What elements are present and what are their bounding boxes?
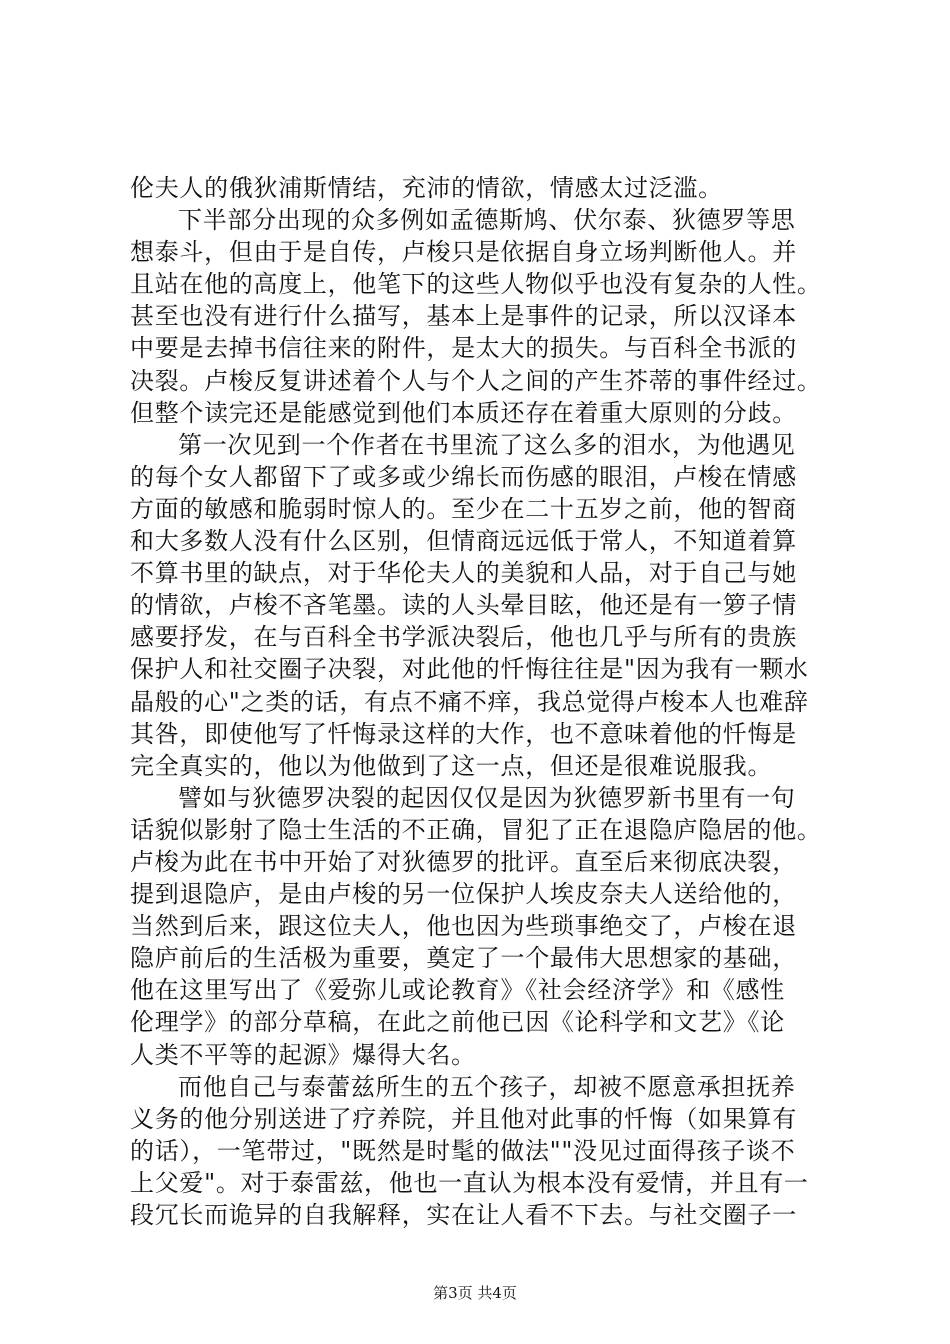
paragraph: [130, 1071, 830, 1231]
text-line: 其咎，即使他写了忏悔录这样的大作，也不意味着他的忏悔是: [130, 719, 797, 748]
text-line: 隐庐前后的生活极为重要，奠定了一个最伟大思想家的基础，: [130, 944, 797, 973]
paragraph: [130, 782, 830, 1071]
text-line: 他在这里写出了《爱弥儿或论教育》《社会经济学》和《感性: [130, 976, 785, 1005]
text-line: 卢梭为此在书中开始了对狄德罗的批评。直至后来彻底决裂，: [130, 847, 797, 876]
text-line: 晶般的心"之类的话，有点不痛不痒，我总觉得卢梭本人也难辞: [130, 687, 809, 716]
text-line: 不算书里的缺点，对于华伦夫人的美貌和人品，对于自己与她: [130, 559, 797, 588]
text-line: 中要是去掉书信往来的附件，是太大的损失。与百科全书派的: [130, 334, 797, 363]
text-line: 譬如与狄德罗决裂的起因仅仅是因为狄德罗新书里有一句: [178, 783, 796, 812]
text-line: 话貌似影射了隐士生活的不正确，冒犯了正在退隐庐隐居的他。: [130, 815, 822, 844]
text-line: 第一次见到一个作者在书里流了这么多的泪水，为他遇见: [178, 430, 796, 459]
text-line: 伦夫人的俄狄浦斯情结，充沛的情欲，情感太过泛滥。: [130, 174, 723, 202]
text-line: 伦理学》的部分草稿，在此之前他已因《论科学和文艺》《论: [130, 1008, 785, 1037]
text-line: 的每个女人都留下了或多或少绵长而伤感的眼泪，卢梭在情感: [130, 462, 797, 491]
text-line: 人类不平等的起源》爆得大名。: [130, 1040, 476, 1069]
text-line: 当然到后来，跟这位夫人，他也因为些琐事绝交了，卢梭在退: [130, 912, 797, 941]
text-line: 义务的他分别送进了疗养院，并且他对此事的忏悔（如果算有: [130, 1104, 797, 1133]
document-body: [130, 172, 830, 1231]
text-line: 且站在他的高度上，他笔下的这些人物似乎也没有复杂的人性。: [130, 270, 822, 299]
text-line: 感要抒发，在与百科全书学派决裂后，他也几乎与所有的贵族: [130, 623, 797, 652]
text-line: 的情欲，卢梭不吝笔墨。读的人头晕目眩，他还是有一箩子情: [130, 591, 797, 620]
text-line: 保护人和社交圈子决裂，对此他的忏悔往往是"因为我有一颗水: [130, 655, 809, 684]
paragraph: [130, 204, 830, 429]
text-line: 和大多数人没有什么区别，但情商远远低于常人，不知道着算: [130, 527, 797, 556]
text-line: 段冗长而诡异的自我解释，实在让人看不下去。与社交圈子一: [130, 1201, 797, 1229]
text-line: 提到退隐庐，是由卢梭的另一位保护人埃皮奈夫人送给他的，: [130, 880, 797, 909]
text-line: 下半部分出现的众多例如孟德斯鸠、伏尔泰、狄德罗等思: [178, 206, 796, 235]
paragraph: [130, 172, 830, 204]
page-footer: 第3页 共4页: [433, 1284, 517, 1302]
text-line: 但整个读完还是能感觉到他们本质还存在着重大原则的分歧。: [130, 398, 797, 427]
text-line: 甚至也没有进行什么描写，基本上是事件的记录，所以汉译本: [130, 302, 797, 331]
text-line: 想泰斗，但由于是自传，卢梭只是依据自身立场判断他人。并: [130, 238, 797, 267]
text-line: 的话），一笔带过，"既然是时髦的做法""没见过面得孩子谈不: [130, 1136, 796, 1165]
text-line: 方面的敏感和脆弱时惊人的。至少在二十五岁之前，他的智商: [130, 494, 797, 523]
text-line: 而他自己与泰蕾兹所生的五个孩子，却被不愿意承担抚养: [178, 1072, 796, 1101]
text-line: 完全真实的，他以为他做到了这一点，但还是很难说服我。: [130, 751, 773, 780]
text-line: 上父爱"。对于泰雷兹，他也一直认为根本没有爱情，并且有一: [130, 1168, 809, 1197]
text-line: 决裂。卢梭反复讲述着个人与个人之间的产生芥蒂的事件经过。: [130, 366, 822, 395]
paragraph: [130, 429, 830, 782]
